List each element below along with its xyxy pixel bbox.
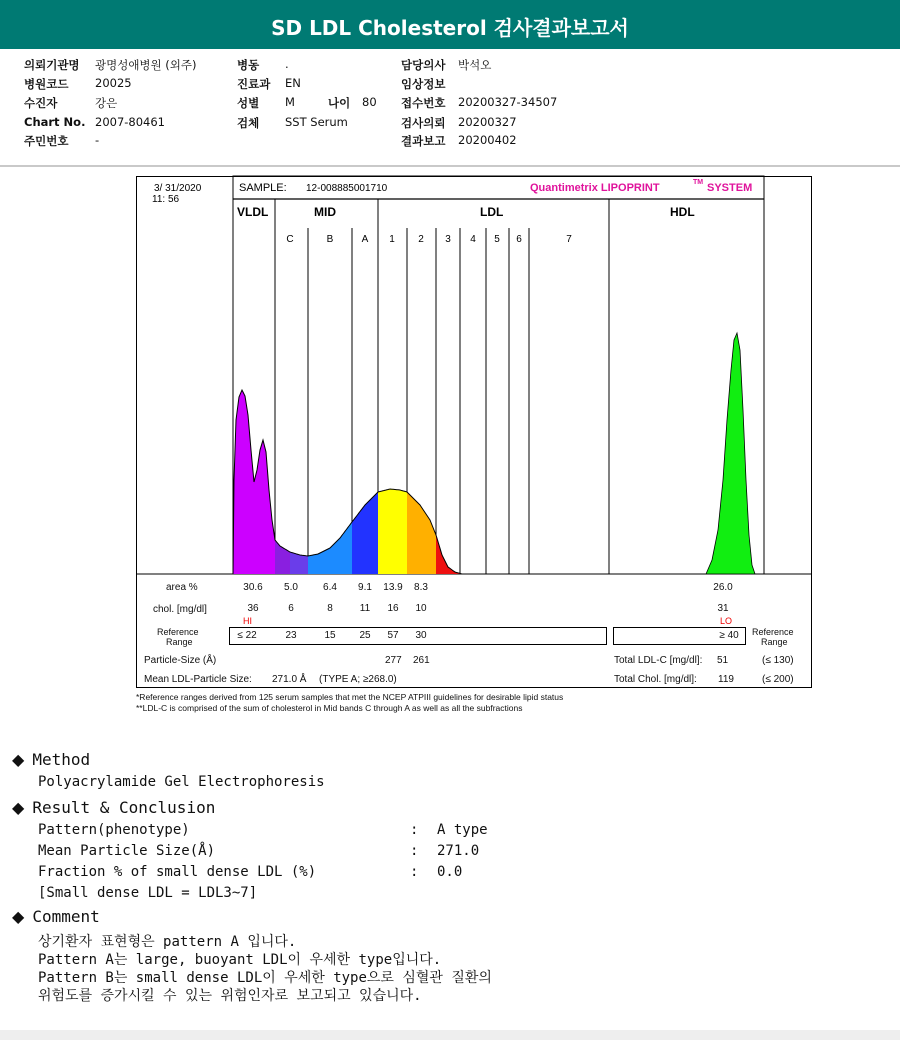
report-date-value: 20200402 [458,133,517,147]
result-heading: Result & Conclusion [32,798,216,817]
report-title: SD LDL Cholesterol 검사결과보고서 [0,0,900,49]
patient-value: 강은 [95,96,118,110]
code-label: 병원코드 [24,77,69,91]
run-date: 3/ 31/2020 [154,183,202,194]
footnote-2: **LDL-C is comprised of the sum of cholesterol in Mid bands C through A as well as all the subfractions [136,703,523,713]
area-value: 8.3 [414,582,428,593]
doctor-value: 박석오 [458,58,492,72]
total-chol-ref: (≤ 200) [762,674,794,685]
total-ldl-value: 51 [717,655,729,666]
dept-label: 진료과 [237,77,271,91]
subband-label: 2 [418,234,424,245]
method-text: Polyacrylamide Gel Electrophoresis [38,774,325,790]
comment-line-3: Pattern B는 small dense LDL이 우세한 type으로 심혈관 질환의 [38,970,492,986]
receipt-label: 접수번호 [401,96,446,110]
chol-value: 10 [415,603,427,614]
footnote-1: *Reference ranges derived from 125 serum samples that met the NCEP ATPIII guidelines for desirable lipid status [136,692,564,702]
total-chol-label: Total Chol. [mg/dl]: [614,674,697,685]
result-note: [Small dense LDL = LDL3~7] [38,885,258,901]
mean-ldl-label: Mean LDL-Particle Size: [144,674,252,685]
ref-range-value: 15 [324,630,336,641]
hdl-peak [706,333,755,574]
mean-ldl-type: (TYPE A; ≥268.0) [319,674,397,685]
brand-suffix: SYSTEM [707,182,753,194]
brand-tm: TM [693,179,704,186]
specimen-label: 검체 [237,116,260,130]
chol-value: 8 [327,603,333,614]
mean-ldl-value: 271.0 Å [272,674,307,685]
result-row-1-value: A type [437,822,488,838]
subband-label: 6 [516,234,522,245]
result-row-2-value: 271.0 [437,843,480,859]
hospital-label: 의뢰기관명 [24,58,80,72]
comment-heading-row [12,907,100,926]
chol-row-label: chol. [mg/dl] [153,604,207,615]
result-row-2-colon: : [410,843,419,859]
lo-flag: LO [720,616,733,626]
mid-header: MID [314,205,336,219]
electropherogram [233,333,755,574]
subband-label: B [326,234,334,245]
method-heading-row [12,750,90,769]
ward-value: . [285,57,289,71]
subband-label: A [361,234,369,245]
ref-row-label-1: Reference [157,627,199,637]
specimen-value: SST Serum [285,115,348,129]
area-value: 30.6 [243,582,263,593]
comment-line-1: 상기환자 표현형은 pattern A 입니다. [38,934,297,950]
dept-value: EN [285,76,301,90]
chart-no-value: 2007-80461 [95,115,165,129]
band-lines [275,199,609,574]
subband-label: 4 [470,234,476,245]
clinical-info-label: 임상정보 [401,77,446,91]
resident-id-value: - [95,133,100,147]
subband-label: 1 [389,234,395,245]
sample-label: SAMPLE: [239,182,287,194]
vldl-header: VLDL [237,205,269,219]
diamond-icon: ◆ [12,798,25,817]
ref-row-label-2: Range [166,637,193,647]
result-row-1-colon: : [410,822,419,838]
ward-label: 병동 [237,58,260,72]
ldl-header: LDL [480,205,504,219]
hdl-header: HDL [670,205,695,219]
ref-range-value: 57 [387,630,399,641]
mid-c-area [275,540,290,574]
diamond-icon: ◆ [12,750,25,769]
ref-range-value: 30 [415,630,427,641]
area-value: 5.0 [284,582,298,593]
area-value: 13.9 [383,582,403,593]
result-row-3-label: Fraction % of small dense LDL (%) [38,864,317,880]
result-row-1-label: Pattern(phenotype) [38,822,190,838]
method-heading: Method [32,750,91,769]
ldl3-area [407,492,436,574]
chol-value: 31 [717,603,729,614]
result-row-2-label: Mean Particle Size(Å) [38,843,216,859]
area-row-label: area % [166,582,198,593]
subband-label: C [286,234,294,245]
brand-name: Quantimetrix LIPOPRINT [530,182,660,194]
comment-heading: Comment [32,907,100,926]
request-date-label: 검사의뢰 [401,116,446,130]
subband-label: 7 [566,234,572,245]
subband-label: 3 [445,234,451,245]
hi-flag: HI [243,616,252,626]
run-time: 11: 56 [152,194,180,205]
ref-range-value: 23 [285,630,297,641]
sample-value: 12-008885001710 [306,183,388,194]
hospital-value: 광명성애병원 (외주) [95,58,197,72]
comment-line-2: Pattern A는 large, buoyant LDL이 우세한 type입니다. [38,952,442,968]
patient-label: 수진자 [24,96,58,110]
sex-value: M [285,95,295,109]
age-value: 80 [362,95,377,109]
ref-range-value: ≥ 40 [719,630,739,641]
ref-right-label-2: Range [761,637,788,647]
report-date-label: 결과보고 [401,134,446,148]
total-ldl-label: Total LDL-C [mg/dl]: [614,655,703,666]
result-row-3-colon: : [410,864,419,880]
area-value: 6.4 [323,582,337,593]
receipt-value: 20200327-34507 [458,95,558,109]
sex-label: 성별 [237,96,260,110]
result-row-3-value: 0.0 [437,864,463,880]
result-heading-row [12,798,215,817]
area-value: 26.0 [713,582,733,593]
chol-value: 36 [247,603,259,614]
chart-no-label: Chart No. [24,115,86,129]
total-ldl-ref: (≤ 130) [762,655,794,666]
comment-line-4: 위험도를 증가시킬 수 있는 위험인자로 보고되고 있습니다. [38,988,422,1004]
request-date-value: 20200327 [458,115,517,129]
chol-value: 6 [288,603,294,614]
subband-label: 5 [494,234,500,245]
chol-value: 16 [387,603,399,614]
ldl2-area [378,489,407,574]
area-value: 9.1 [358,582,372,593]
code-value: 20025 [95,76,132,90]
particle-size-label: Particle-Size (Å) [144,655,217,666]
resident-id-label: 주민번호 [24,134,69,148]
chol-value: 11 [359,603,371,614]
diamond-icon: ◆ [12,907,25,926]
age-label: 나이 [328,96,351,110]
doctor-label: 담당의사 [401,58,446,72]
ref-range-value: ≤ 22 [237,630,257,641]
bottom-strip [0,1030,900,1040]
particle-size-1: 277 [385,655,402,666]
ref-range-value: 25 [359,630,371,641]
ref-right-label-1: Reference [752,627,794,637]
particle-size-2: 261 [413,655,430,666]
total-chol-value: 119 [718,674,734,685]
